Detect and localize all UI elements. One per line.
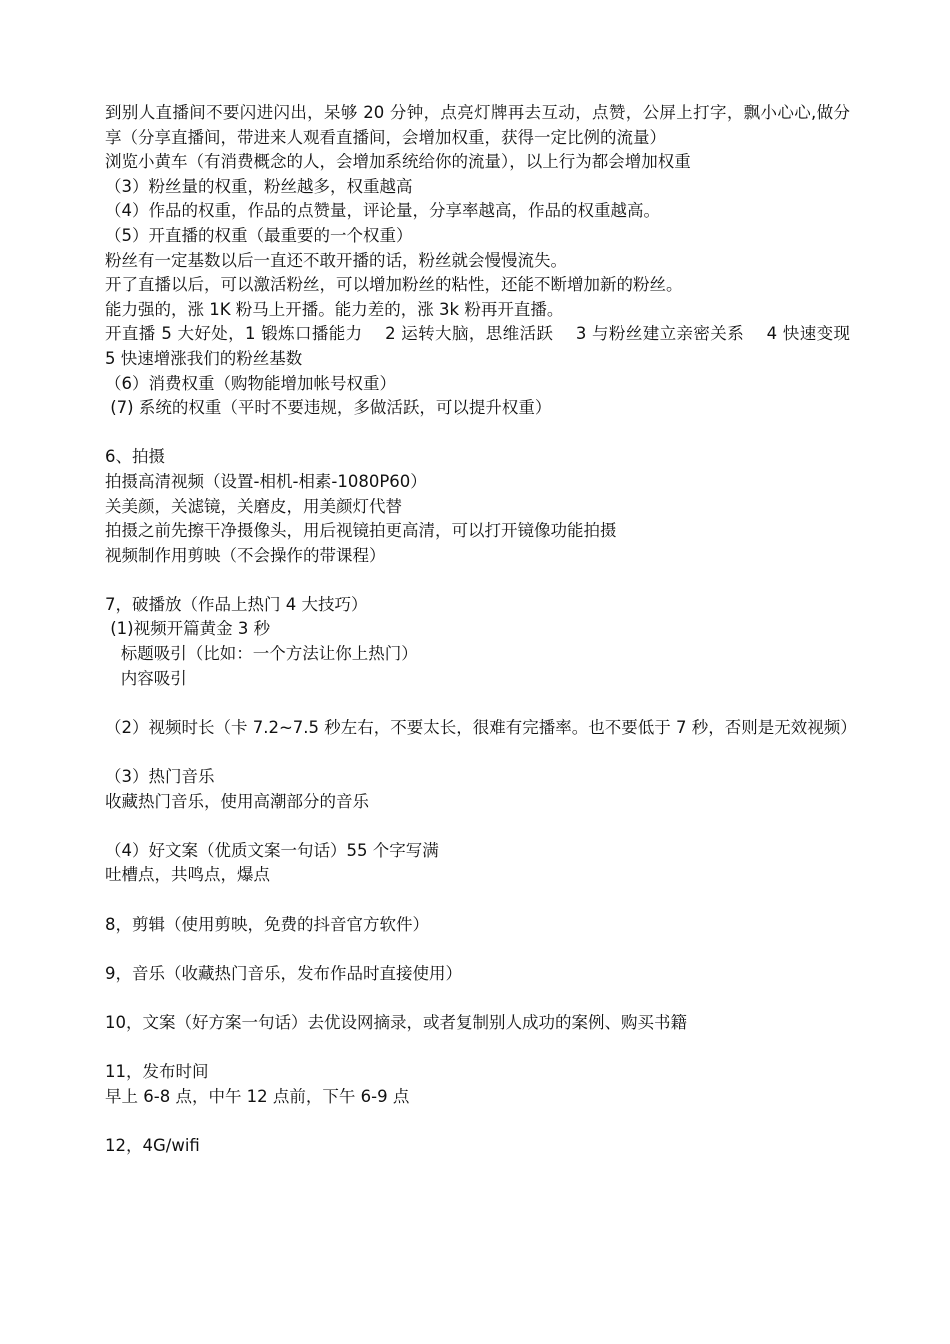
- section-heading-network: 12，4G/wifi: [105, 1135, 200, 1155]
- paragraph-hd-video: 拍摄高清视频（设置-相机-相素-1080P60）: [105, 471, 427, 491]
- blank-line: [105, 421, 850, 446]
- paragraph-fan-weight: （3）粉丝量的权重，粉丝越多，权重越高: [105, 176, 413, 196]
- paragraph-content-attract: 内容吸引: [105, 668, 187, 688]
- blank-line: [105, 888, 850, 913]
- paragraph-hot-music: （3）热门音乐: [105, 767, 215, 787]
- blank-line: [105, 1036, 850, 1061]
- paragraph-video-length: （2）视频时长（卡 7.2~7.5 秒左右，不要太长，很难有完播率。也不要低于 7 秒，否则是无效视频）: [105, 717, 857, 737]
- paragraph-works-weight: （4）作品的权重，作品的点赞量，评论量，分享率越高，作品的权重越高。: [105, 201, 660, 221]
- blank-line: [105, 740, 850, 765]
- paragraph-title-attract: 标题吸引（比如：一个方法让你上热门）: [105, 644, 418, 664]
- blank-line: [105, 568, 850, 593]
- section-heading-shooting: 6、拍摄: [105, 447, 165, 467]
- paragraph-live-benefits: 开直播 5 大好处，1 锻炼口播能力 2 运转大脑，思维活跃 3 与粉丝建立亲密关系 4 快速变现 5 快速增涨我们的粉丝基数: [105, 324, 871, 368]
- paragraph-consumption-weight: （6）消费权重（购物能增加帐号权重）: [105, 373, 396, 393]
- document-page: [105, 101, 871, 1159]
- paragraph-ability: 能力强的，涨 1K 粉马上开播。能力差的，涨 3k 粉再开直播。: [105, 299, 564, 319]
- blank-line: [105, 986, 850, 1011]
- paragraph-live-weight: （5）开直播的权重（最重要的一个权重）: [105, 225, 413, 245]
- paragraph-fan-loss: 粉丝有一定基数以后一直还不敢开播的话，粉丝就会慢慢流失。: [105, 250, 567, 270]
- blank-line: [105, 814, 850, 839]
- paragraph-collect-music: 收藏热门音乐，使用高潮部分的音乐: [105, 791, 369, 811]
- blank-line: [105, 937, 850, 962]
- paragraph-publish-times: 早上 6-8 点，中午 12 点前，下午 6-9 点: [105, 1086, 410, 1106]
- paragraph-shopping-cart: 浏览小黄车（有消费概念的人，会增加系统给你的流量），以上行为都会增加权重: [105, 152, 691, 172]
- section-heading-break-playback: 7，破播放（作品上热门 4 大技巧）: [105, 594, 368, 614]
- paragraph-golden-3-seconds: (1)视频开篇黄金 3 秒: [105, 619, 271, 639]
- paragraph-points: 吐槽点，共鸣点，爆点: [105, 865, 270, 885]
- paragraph-no-beauty: 关美颜，关滤镜，关磨皮，用美颜灯代替: [105, 496, 402, 516]
- paragraph-capcut: 视频制作用剪映（不会操作的带课程）: [105, 545, 386, 565]
- paragraph-activate-fans: 开了直播以后，可以激活粉丝，可以增加粉丝的粘性，还能不断增加新的粉丝。: [105, 275, 683, 295]
- paragraph-good-copy: （4）好文案（优质文案一句话）55 个字写满: [105, 840, 439, 860]
- blank-line: [105, 1109, 850, 1134]
- blank-line: [105, 691, 850, 716]
- section-heading-music: 9，音乐（收藏热门音乐，发布作品时直接使用）: [105, 963, 462, 983]
- section-heading-copywriting: 10，文案（好方案一句话）去优设网摘录，或者复制别人成功的案例、购买书籍: [105, 1012, 687, 1032]
- paragraph-live-room-interaction: 到别人直播间不要闪进闪出，呆够 20 分钟，点亮灯牌再去互动，点赞，公屏上打字，飘小心心,做分享（分享直播间，带进来人观看直播间，会增加权重，获得一定比例的流量）: [105, 103, 850, 147]
- paragraph-clean-camera: 拍摄之前先擦干净摄像头，用后视镜拍更高清，可以打开镜像功能拍摄: [105, 521, 617, 541]
- section-heading-editing: 8，剪辑（使用剪映，免费的抖音官方软件）: [105, 914, 429, 934]
- section-heading-publish-time: 11，发布时间: [105, 1062, 209, 1082]
- paragraph-system-weight: (7) 系统的权重（平时不要违规，多做活跃，可以提升权重）: [105, 398, 552, 418]
